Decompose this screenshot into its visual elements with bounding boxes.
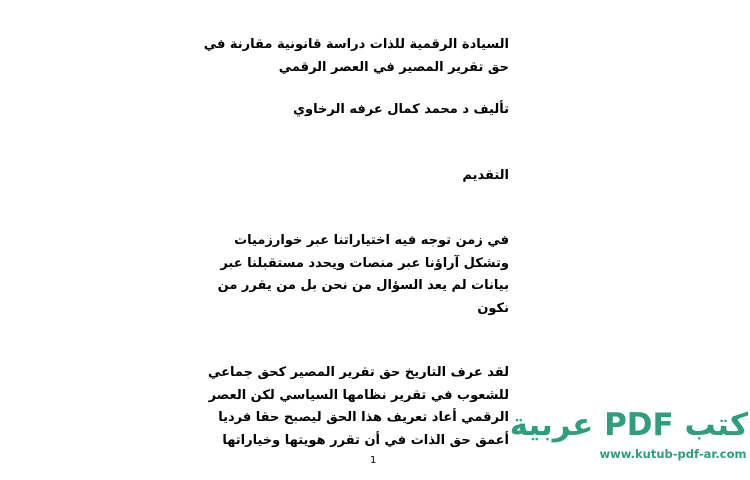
paragraph-line: الرقمي أعاد تعريف هذا الحق ليصبح حقا فرديا bbox=[218, 410, 509, 425]
paragraph-line: لقد عرف التاريخ حق تقرير المصير كحق جماعي bbox=[207, 365, 509, 380]
paragraph-line: وتشكل آراؤنا عبر منصات ويحدد مستقبلنا عبر bbox=[220, 255, 509, 271]
intro-heading bbox=[219, 165, 509, 188]
watermark-url: www.kutub-pdf-ar.com bbox=[599, 447, 747, 461]
title-line: السيادة الرقمية للذات دراسة قانونية مقارنة في bbox=[203, 37, 509, 52]
watermark-logo: كتب PDF عربية bbox=[509, 407, 748, 443]
paragraph-line: للشعوب في تقرير نظامها السياسي لكن العصر bbox=[208, 387, 509, 403]
document-title bbox=[203, 34, 509, 79]
paragraph-2 bbox=[207, 362, 509, 452]
paragraph-line: أعمق حق الذات في أن تقرر هويتها وخياراتها bbox=[222, 432, 509, 448]
author-text: تأليف د محمد كمال عرفه الرخاوي bbox=[293, 102, 509, 117]
title-line: حق تقرير المصير في العصر الرقمي bbox=[278, 59, 509, 75]
paragraph-line: بيانات لم يعد السؤال من نحن بل من يقرر من bbox=[217, 278, 509, 293]
author-line bbox=[219, 99, 509, 122]
intro-heading-text: التقديم bbox=[462, 168, 509, 183]
watermark bbox=[509, 404, 748, 462]
page-number: 1 bbox=[370, 455, 377, 466]
paragraph-line: نكون bbox=[477, 300, 509, 316]
paragraph-line: في زمن توجه فيه اختياراتنا عبر خوارزميات bbox=[234, 233, 509, 248]
paragraph-1 bbox=[219, 230, 509, 320]
